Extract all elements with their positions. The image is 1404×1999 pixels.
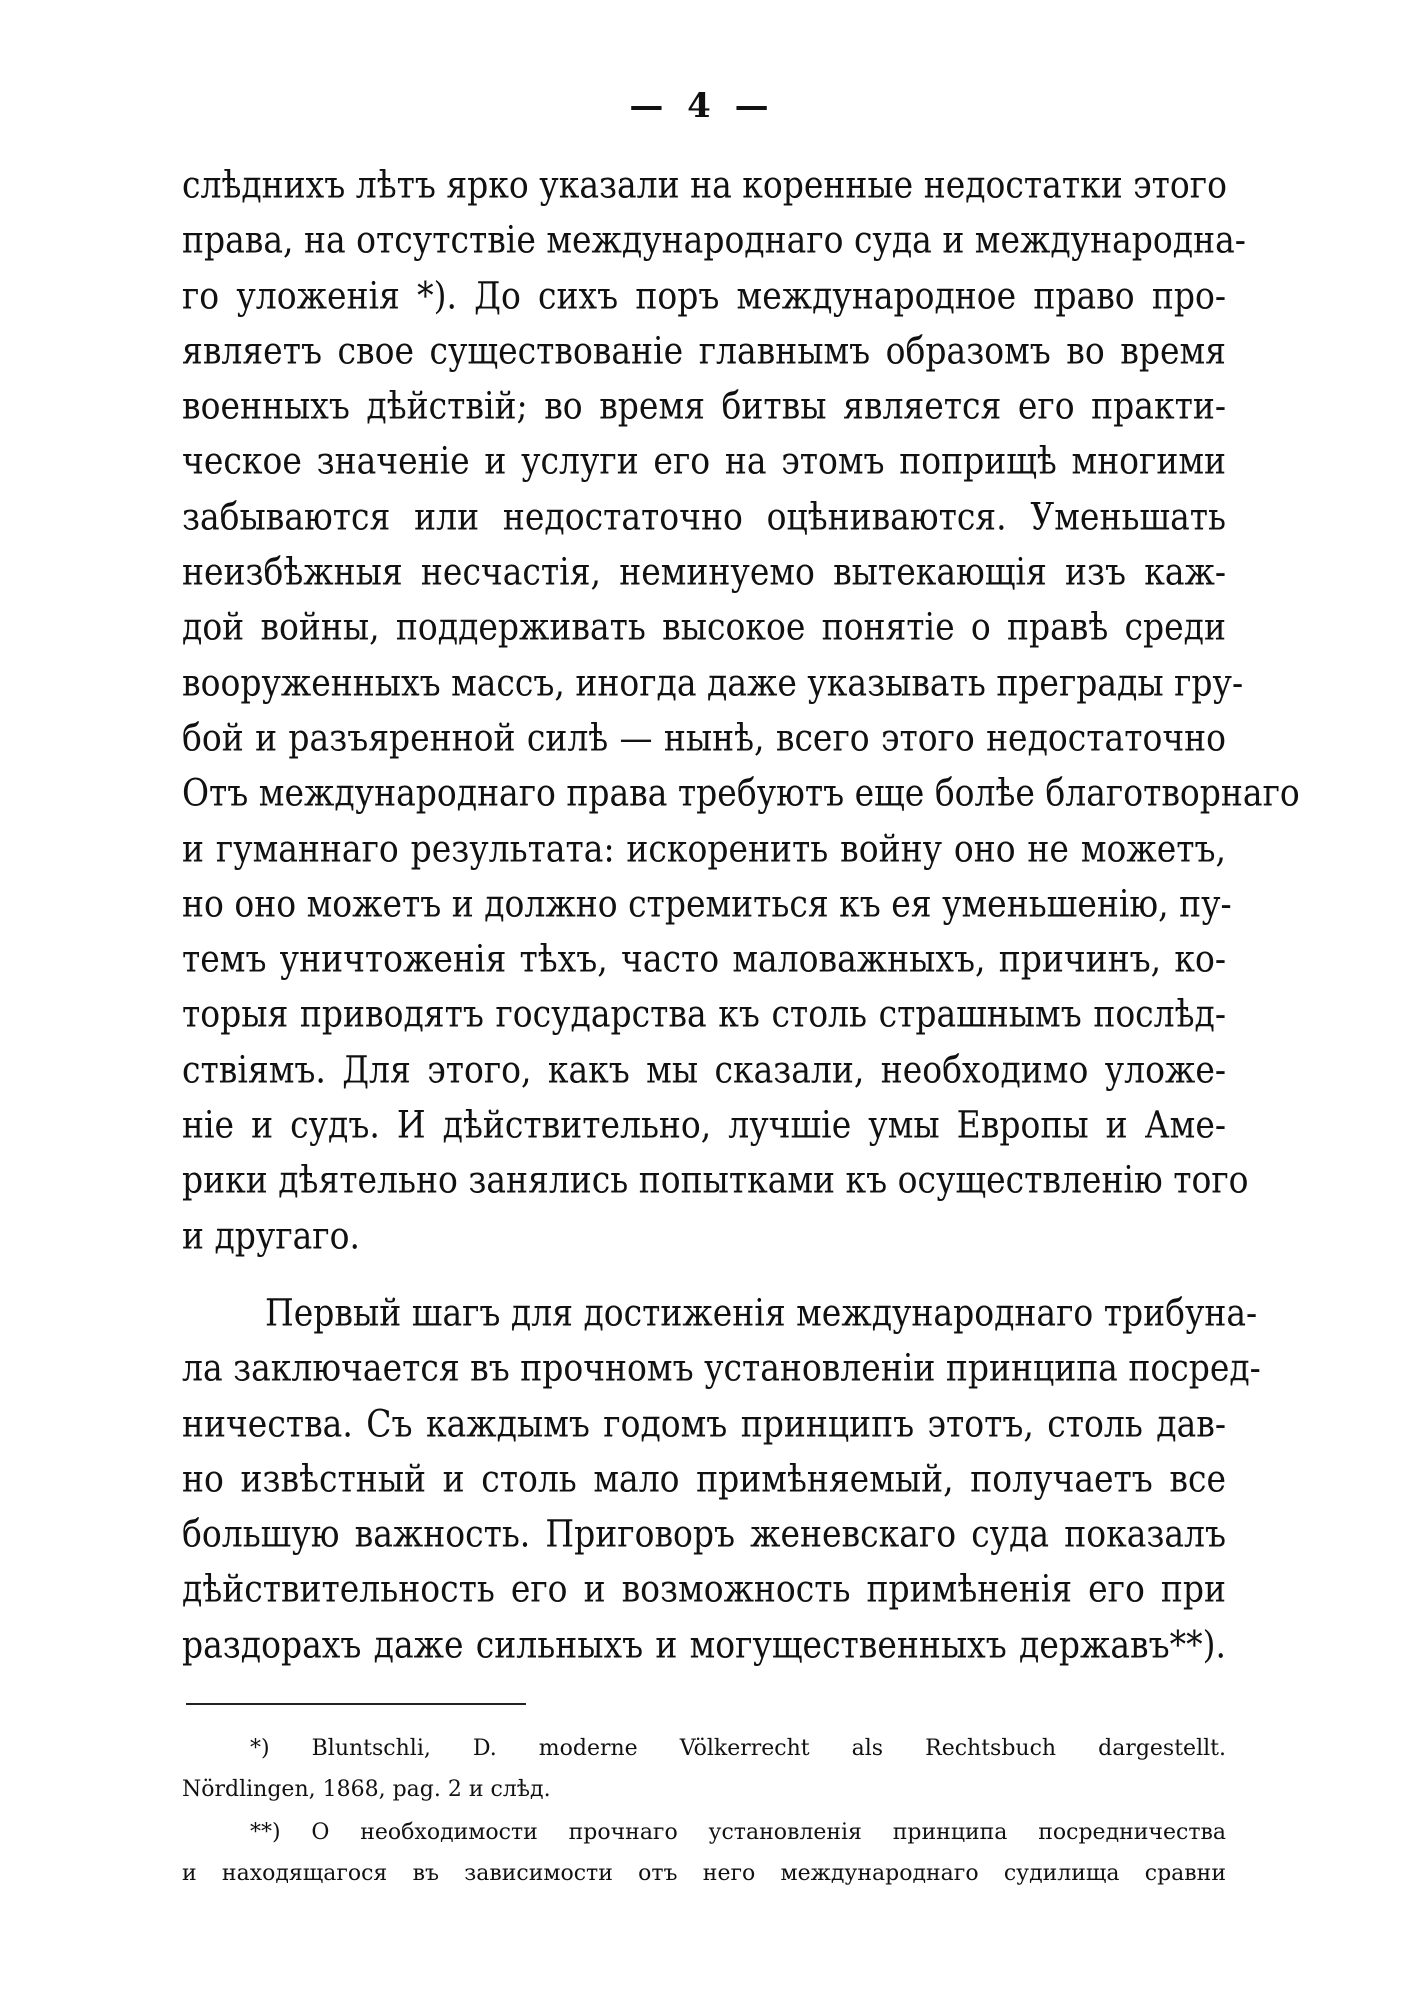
text-line: ческое значеніе и услуги его на этомъ поприщѣ многими xyxy=(182,439,1226,483)
text-line: ла заключается въ прочномъ установленіи принципа посред- xyxy=(182,1345,1261,1390)
text-line: раздорахъ даже сильныхъ и могущественныхъ державъ**). xyxy=(182,1622,1226,1667)
text-line: но оно можетъ и должно стремиться къ ея уменьшенію, пу- xyxy=(182,881,1232,926)
text-line: но извѣстный и столь мало примѣняемый, получаетъ все xyxy=(182,1456,1226,1501)
text-line: дой войны, поддерживать высокое понятіе о правѣ среди xyxy=(182,605,1226,649)
text-line: права, на отсутствіе международнаго суда и международна- xyxy=(182,217,1246,262)
footnote-divider xyxy=(186,1703,526,1705)
text-line: и другаго. xyxy=(182,1213,360,1257)
footnote-2-line: **) О необходимости прочнаго установленія принципа посредничества xyxy=(250,1820,1226,1845)
text-line: и гуманнаго результата: искоренить войну оно не можетъ, xyxy=(182,826,1226,870)
text-line: Отъ международнаго права требуютъ еще болѣе благотворнаго xyxy=(182,770,1300,815)
text-line: ніе и судъ. И дѣйствительно, лучшіе умы Европы и Аме- xyxy=(182,1102,1226,1147)
text-line: большую важность. Приговоръ женевскаго суда показалъ xyxy=(182,1511,1226,1556)
page-number: — 4 — xyxy=(629,86,775,126)
text-line: неизбѣжныя несчастія, неминуемо вытекающія изъ каж- xyxy=(182,549,1226,594)
footnote-1-line: *) Bluntschli, D. moderne Völkerrecht als Rechtsbuch dargestellt. xyxy=(250,1736,1226,1761)
text-line: забываются или недостаточно оцѣниваются. Уменьшать xyxy=(182,494,1226,539)
text-line: вооруженныхъ массъ, иногда даже указывать преграды гру- xyxy=(182,660,1244,704)
paragraph-1 xyxy=(182,157,1300,1263)
text-line: ничества. Съ каждымъ годомъ принципъ этотъ, столь дав- xyxy=(182,1401,1226,1445)
text-line: слѣднихъ лѣтъ ярко указали на коренные недостатки этого xyxy=(182,162,1227,207)
text-line: рики дѣятельно занялись попытками къ осуществленію того xyxy=(182,1157,1249,1202)
text-line: дѣйствительность его и возможность примѣненія его при xyxy=(182,1567,1226,1611)
text-line: Первый шагъ для достиженія международнаго трибуна- xyxy=(265,1290,1258,1335)
text-line: торыя приводятъ государства къ столь страшнымъ послѣд- xyxy=(182,992,1226,1036)
text-line: военныхъ дѣйствій; во время битвы является его практи- xyxy=(182,383,1226,428)
text-line: являетъ свое существованіе главнымъ образомъ во время xyxy=(182,328,1226,373)
footnotes xyxy=(182,1728,1226,1894)
text-line: бой и разъяренной силѣ — нынѣ, всего этого недостаточно xyxy=(182,715,1226,760)
footnote-1-line: Nördlingen, 1868, pag. 2 и слѣд. xyxy=(182,1777,551,1802)
text-line: го уложенія *). До сихъ поръ международное право про- xyxy=(182,273,1226,317)
text-line: темъ уничтоженія тѣхъ, часто маловажныхъ, причинъ, ко- xyxy=(182,936,1226,981)
text-line: ствіямъ. Для этого, какъ мы сказали, необходимо уложе- xyxy=(182,1047,1226,1092)
paragraph-2 xyxy=(182,1285,1261,1672)
footnote-2-line: и находящагося въ зависимости отъ него международнаго судилища сравни xyxy=(182,1861,1226,1886)
